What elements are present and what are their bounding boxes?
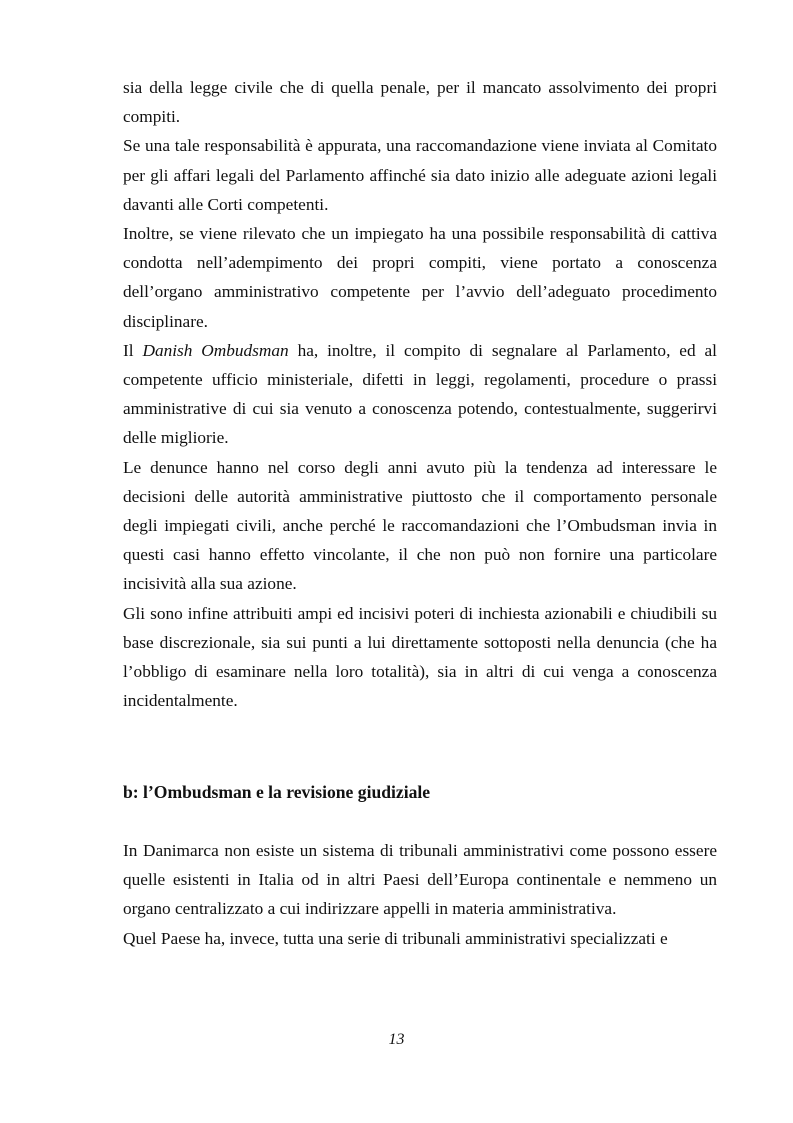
- paragraph-text: Il: [123, 340, 143, 360]
- paragraph-text: Se una tale responsabilità è appurata, una raccomandazione viene inviata al Comitato per gli affari legali del Parlamento affinché sia dato inizio alle adeguate azioni legali davanti alle Corti competenti.: [123, 136, 717, 214]
- paragraph-text: sia della legge civile che di quella penale, per il mancato assolvimento dei propri compiti.: [123, 78, 717, 127]
- paragraph: [123, 453, 717, 599]
- section-heading: b: l’Ombudsman e la revisione giudiziale: [123, 782, 431, 802]
- page-number: 13: [388, 1031, 405, 1048]
- paragraph-text: In Danimarca non esiste un sistema di tribunali amministrativi come possono essere quelle esistenti in Italia od in altri Paesi dell’Europa continentale e nemmeno un organo centralizzato a cui indirizzare appelli in materia amministrativa.: [123, 841, 717, 919]
- paragraph-text: Inoltre, se viene rilevato che un impiegato ha una possibile responsabilità di cattiva condotta nell’adempimento dei propri compiti, viene portato a conoscenza dell’organo amministrativo competente per l’avvio dell’adeguato procedimento disciplinare.: [123, 224, 717, 331]
- paragraph-text: Le denunce hanno nel corso degli anni avuto più la tendenza ad interessare le decisioni delle autorità amministrative piuttosto che il comportamento personale degli impiegati civili, anche perché le raccomandazioni che l’Ombudsman invia in questi casi hanno effetto vincolante, il che non può non fornire una particolare incisività alla sua azione.: [123, 457, 717, 594]
- paragraph-text: ha, inoltre, il compito di segnalare al Parlamento, ed al competente ufficio ministeriale, difetti in leggi, regolamenti, procedure o prassi amministrative di cui sia venuto a conoscenza potendo, contestualmente, suggerirvi delle migliorie.: [123, 340, 717, 448]
- italic-term: Danish Ombudsman: [142, 340, 289, 360]
- section-text-block: [123, 836, 717, 953]
- paragraph: [123, 131, 717, 219]
- paragraph: [123, 924, 717, 953]
- paragraph: [123, 599, 717, 716]
- paragraph-text: Gli sono infine attribuiti ampi ed incisivi poteri di inchiesta azionabili e chiudibili su base discrezionale, sia sui punti a lui direttamente sottoposti nella denuncia (che ha l’obbligo di esaminare nella loro totalità), sia in altri di cui venga a conoscenza incidentalmente.: [123, 603, 717, 711]
- paragraph: [123, 336, 717, 453]
- paragraph-text: Quel Paese ha, invece, tutta una serie di tribunali amministrativi specializzati e: [123, 928, 668, 948]
- paragraph: [123, 219, 717, 336]
- body-text-block: [123, 73, 717, 715]
- paragraph: [123, 836, 717, 924]
- paragraph: [123, 73, 717, 131]
